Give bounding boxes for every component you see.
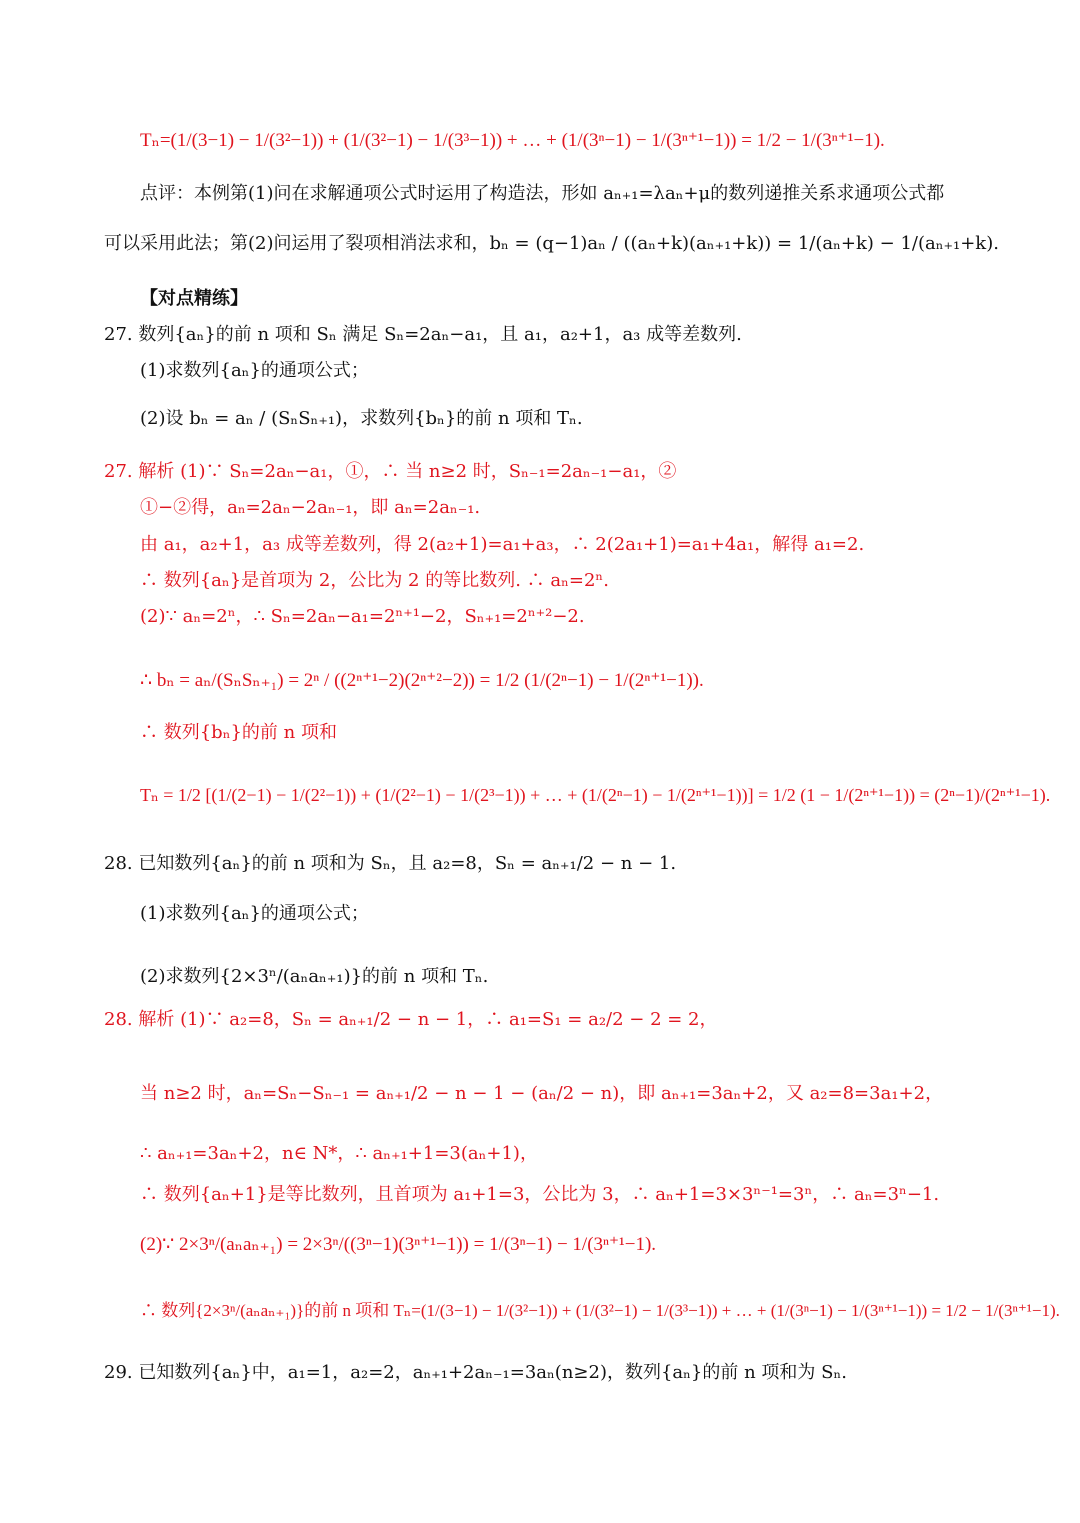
solution-27-bn-formula: ∴ bₙ = aₙ/(SₙSₙ₊₁) = 2ⁿ / ((2ⁿ⁺¹−2)(2ⁿ⁺²−2)) = 1/2 (1/(2ⁿ−1) − 1/(2ⁿ⁺¹−1)).: [140, 670, 704, 691]
solution-28-line1: 28. 解析 (1)∵ a₂=8，Sₙ = aₙ₊₁/2 − n − 1，∴ a₁=S₁ = a₂/2 − 2 = 2，: [104, 1009, 718, 1030]
solution-27-line7: ∴ 数列{bₙ}的前 n 项和: [140, 722, 337, 743]
line-03-comment-cont: 可以采用此法；第(2)问运用了裂项相消法求和，bₙ = (q−1)aₙ / ((aₙ+k)(aₙ₊₁+k)) = 1/(aₙ+k) − 1/(aₙ₊₁+k).: [104, 233, 999, 254]
solution-27-tn-formula: Tₙ = 1/2 [(1/(2−1) − 1/(2²−1)) + (1/(2²−1) − 1/(2³−1)) + … + (1/(2ⁿ−1) − 1/(2ⁿ⁺¹−1))] = 1/2 (1 − 1/(2ⁿ⁺¹−1)) = (2ⁿ−1)/(2ⁿ⁺¹−1).: [140, 785, 1051, 805]
solution-28-line5: (2)∵ 2×3ⁿ/(aₙaₙ₊₁) = 2×3ⁿ/((3ⁿ−1)(3ⁿ⁺¹−1)) = 1/(3ⁿ−1) − 1/(3ⁿ⁺¹−1).: [140, 1234, 657, 1255]
problem-27-statement: 27. 数列{aₙ}的前 n 项和 Sₙ 满足 Sₙ=2aₙ−a₁，且 a₁，a₂+1，a₃ 成等差数列.: [104, 324, 742, 345]
solution-28-line3: ∴ aₙ₊₁=3aₙ+2，n∈ N*，∴ aₙ₊₁+1=3(aₙ+1)，: [140, 1143, 538, 1164]
line-01-tn-sum: Tₙ=(1/(3−1) − 1/(3²−1)) + (1/(3²−1) − 1/(3³−1)) + … + (1/(3ⁿ−1) − 1/(3ⁿ⁺¹−1)) = 1/2 − 1/(3ⁿ⁺¹−1).: [140, 130, 885, 151]
problem-29-statement: 29. 已知数列{aₙ}中，a₁=1，a₂=2，aₙ₊₁+2aₙ₋₁=3aₙ(n≥2)，数列{aₙ}的前 n 项和为 Sₙ.: [104, 1362, 847, 1383]
section-header-practice: 【对点精练】: [140, 288, 248, 309]
solution-28-line2: 当 n≥2 时，aₙ=Sₙ−Sₙ₋₁ = aₙ₊₁/2 − n − 1 − (aₙ/2 − n)，即 aₙ₊₁=3aₙ+2，又 a₂=8=3a₁+2，: [140, 1083, 944, 1104]
solution-27-line1: 27. 解析 (1)∵ Sₙ=2aₙ−a₁，①，∴ 当 n≥2 时，Sₙ₋₁=2aₙ₋₁−a₁，②: [104, 461, 677, 482]
problem-27-part2: (2)设 bₙ = aₙ / (SₙSₙ₊₁)，求数列{bₙ}的前 n 项和 Tₙ.: [140, 408, 583, 429]
solution-28-line4: ∴ 数列{aₙ+1}是等比数列，且首项为 a₁+1=3，公比为 3，∴ aₙ+1=3×3ⁿ⁻¹=3ⁿ，∴ aₙ=3ⁿ−1.: [140, 1184, 940, 1205]
problem-27-part1: (1)求数列{aₙ}的通项公式；: [140, 360, 369, 381]
solution-27-line4: ∴ 数列{aₙ}是首项为 2，公比为 2 的等比数列. ∴ aₙ=2ⁿ.: [140, 570, 609, 591]
problem-28-part1: (1)求数列{aₙ}的通项公式；: [140, 903, 369, 924]
problem-28-part2: (2)求数列{2×3ⁿ/(aₙaₙ₊₁)}的前 n 项和 Tₙ.: [140, 966, 489, 987]
solution-27-line3: 由 a₁，a₂+1，a₃ 成等差数列，得 2(a₂+1)=a₁+a₃，∴ 2(2a₁+1)=a₁+4a₁，解得 a₁=2.: [140, 534, 865, 555]
line-02-comment: 点评：本例第(1)问在求解通项公式时运用了构造法，形如 aₙ₊₁=λaₙ+μ的数列递推关系求通项公式都: [140, 183, 945, 204]
solution-28-tn-formula: ∴ 数列{2×3ⁿ/(aₙaₙ₊₁)}的前 n 项和 Tₙ=(1/(3−1) − 1/(3²−1)) + (1/(3²−1) − 1/(3³−1)) + … + (1/(3ⁿ−1) − 1/(3ⁿ⁺¹−1)) = 1/2 − 1/(3ⁿ⁺¹−1).: [140, 1301, 1060, 1320]
solution-27-line5: (2)∵ aₙ=2ⁿ，∴ Sₙ=2aₙ−a₁=2ⁿ⁺¹−2，Sₙ₊₁=2ⁿ⁺²−2.: [140, 606, 585, 627]
solution-27-line2: ①−②得，aₙ=2aₙ−2aₙ₋₁，即 aₙ=2aₙ₋₁.: [140, 497, 481, 518]
problem-28-statement: 28. 已知数列{aₙ}的前 n 项和为 Sₙ，且 a₂=8，Sₙ = aₙ₊₁/2 − n − 1.: [104, 853, 677, 874]
